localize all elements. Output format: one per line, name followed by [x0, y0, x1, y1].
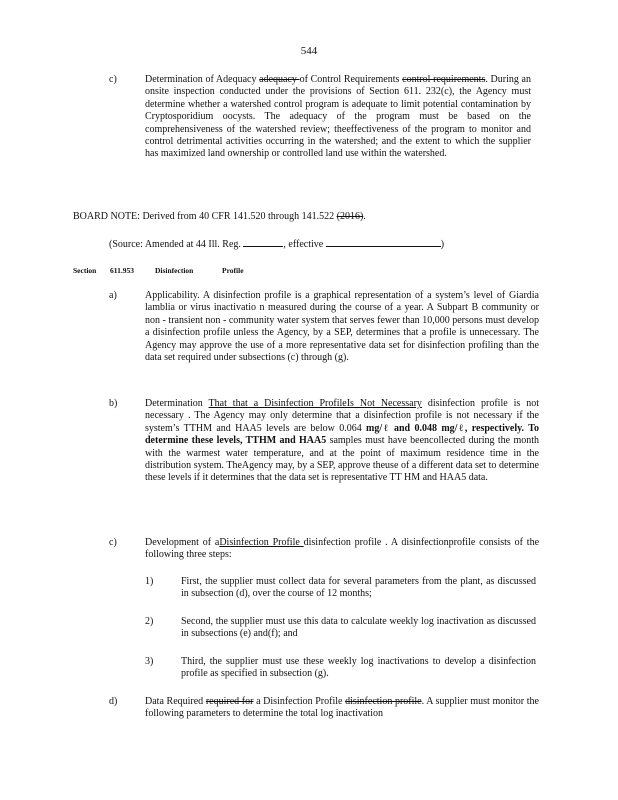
- text-run: Development of a: [145, 537, 220, 548]
- text-run: BOARD NOTE: Derived from 40 CFR 141.520 through 141.522: [73, 211, 337, 222]
- item-label-a: a): [109, 290, 117, 301]
- text-run: . A supplier must monitor the following parameters to determine the total log inactivation: [145, 696, 539, 720]
- blank-line: [243, 237, 283, 247]
- determination-paragraph: [145, 398, 539, 485]
- text-run: a Disinfection Profile: [253, 696, 346, 707]
- deleted-text: (2016): [336, 211, 364, 222]
- item-label-c: c): [109, 537, 117, 548]
- item-label-c-top: c): [109, 74, 117, 85]
- adequacy-paragraph: [145, 74, 531, 161]
- text-run: Determination: [145, 398, 209, 409]
- step-number-1: 1): [145, 576, 154, 587]
- deleted-text: control requirements: [402, 74, 486, 85]
- text-run: , effective: [283, 239, 326, 250]
- deleted-text: adequacy: [259, 74, 300, 85]
- text-run: ): [440, 239, 445, 250]
- text-run: samples must have beencollected during the month with the warmest water temperature, and at the point of maximum residence time in the distribution system. TheAgency may, by a SEP, approve theuse of a different data set to determine these levels if it determines that the data set is representative TT HM and HAA5 data.: [145, 435, 540, 484]
- bold-text: mg/ℓ and 0.048 mg/ℓ, respectively. To determine these levels, TTHM and HAA5: [145, 422, 539, 447]
- text-run: Data Required: [145, 696, 206, 707]
- deleted-text: required for: [205, 696, 254, 707]
- text-run: .: [363, 211, 366, 222]
- step-text-3: Third, the supplier must use these weekly log inactivations to develop a disinfection profile as specified in subsection (g).: [181, 656, 536, 680]
- text-run: (Source: Amended at 44 Ill. Reg.: [109, 239, 244, 250]
- section-title-2: Profile: [222, 266, 244, 275]
- applicability-paragraph: Applicability. A disinfection profile is a graphical representation of a system’s level of Giardia lamblia or virus inactivatio n measured during the course of a year. A Subpart B community or non - transient non - community water system that serves fewer than 10,000 persons must develop a disinfection profile unless the Agency, by a SEP, determines that a profile is unnecessary. The Agency may approve the use of a more representative data set for disinfection profiling than the data set required under subsections (c) through (g).: [145, 290, 539, 364]
- section-number: 611.953: [110, 266, 134, 275]
- source-note: [109, 237, 549, 251]
- deleted-text: disinfection profile: [345, 696, 422, 707]
- inserted-text: That that a Disinfection ProfileIs Not Necessary: [208, 398, 422, 409]
- board-note: [73, 211, 543, 223]
- step-text-1: First, the supplier must collect data for several parameters from the plant, as discussed in subsection (d), over the course of 12 months;: [181, 576, 536, 600]
- section-label: Section: [73, 266, 97, 275]
- item-label-b: b): [109, 398, 118, 409]
- step-text-2: Second, the supplier must use this data to calculate weekly log inactivation as discussed in subsections (e) and(f); and: [181, 616, 536, 640]
- item-label-d: d): [109, 696, 118, 707]
- text-run: Determination of Adequacy: [145, 74, 260, 85]
- step-number-3: 3): [145, 656, 154, 667]
- text-run: disinfection profile . A disinfectionprofile consists of the following three steps:: [145, 537, 540, 561]
- text-run: of Control Requirements: [299, 74, 403, 85]
- inserted-text: Disinfection Profile: [219, 537, 304, 548]
- section-title-1: Disinfection: [155, 266, 194, 275]
- text-run: disinfection profile is not necessary . The Agency may only determine that a disinfection profile is not necessary if the system’s TTHM and HAA5 levels are below 0.064: [145, 398, 539, 434]
- text-run: . During an onsite inspection conducted under the provisions of Section 611. 232(c), the Agency must determine whether a watershed control program is adequate to limit potential contamination by Cryptosporidium oocysts. The adequacy of the program must be based on the comprehensiveness of the watershed review; theeffectiveness of the program to monitor and control detrimental activities occurring in the watershed; and the extent to which the supplier has maximized land ownership or controlled land use within the watershed.: [145, 74, 531, 160]
- development-paragraph: [145, 537, 539, 562]
- data-required-paragraph: [145, 696, 539, 721]
- page-number: 544: [300, 45, 318, 57]
- step-number-2: 2): [145, 616, 154, 627]
- blank-line: [326, 237, 441, 247]
